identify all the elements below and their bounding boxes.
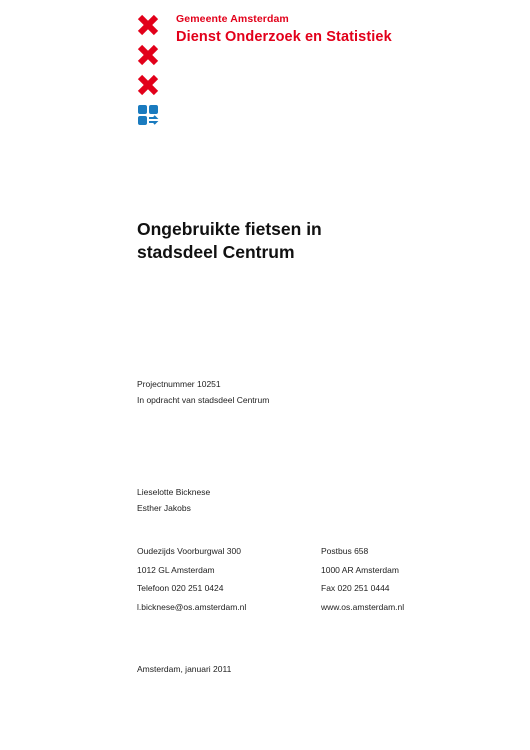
authors <box>137 484 210 516</box>
phone-number: Telefoon 020 251 0424 <box>137 583 224 593</box>
project-commission: In opdracht van stadsdeel Centrum <box>137 395 270 405</box>
amsterdam-logo <box>137 14 161 126</box>
andreas-cross-icon <box>137 14 159 36</box>
report-title-line1: Ongebruikte fietsen in <box>137 219 322 239</box>
contact-postal-block <box>321 546 404 620</box>
report-title <box>137 218 322 264</box>
postal-code-city: 1012 GL Amsterdam <box>137 564 215 575</box>
org-municipality: Gemeente Amsterdam <box>176 13 289 25</box>
fax-number: Fax 020 251 0444 <box>321 583 390 593</box>
org-department: Dienst Onderzoek en Statistiek <box>176 29 392 45</box>
po-postal-code-city: 1000 AR Amsterdam <box>321 564 399 575</box>
contact-visit-block <box>137 546 246 620</box>
publication-date: Amsterdam, januari 2011 <box>137 664 232 674</box>
project-info <box>137 376 269 408</box>
andreas-cross-icon <box>137 44 159 66</box>
po-box: Postbus 658 <box>321 546 369 556</box>
report-title-line2: stadsdeel Centrum <box>137 242 295 262</box>
andreas-cross-icon <box>137 74 159 96</box>
project-number: Projectnummer 10251 <box>137 379 221 389</box>
visit-address: Oudezijds Voorburgwal 300 <box>137 546 241 556</box>
website: www.os.amsterdam.nl <box>321 601 405 612</box>
author-name: Esther Jakobs <box>137 503 191 513</box>
author-name: Lieselotte Bicknese <box>137 487 211 497</box>
email-address: l.bicknese@os.amsterdam.nl <box>137 601 247 612</box>
os-department-icon <box>137 104 159 126</box>
organization-heading <box>176 13 392 45</box>
